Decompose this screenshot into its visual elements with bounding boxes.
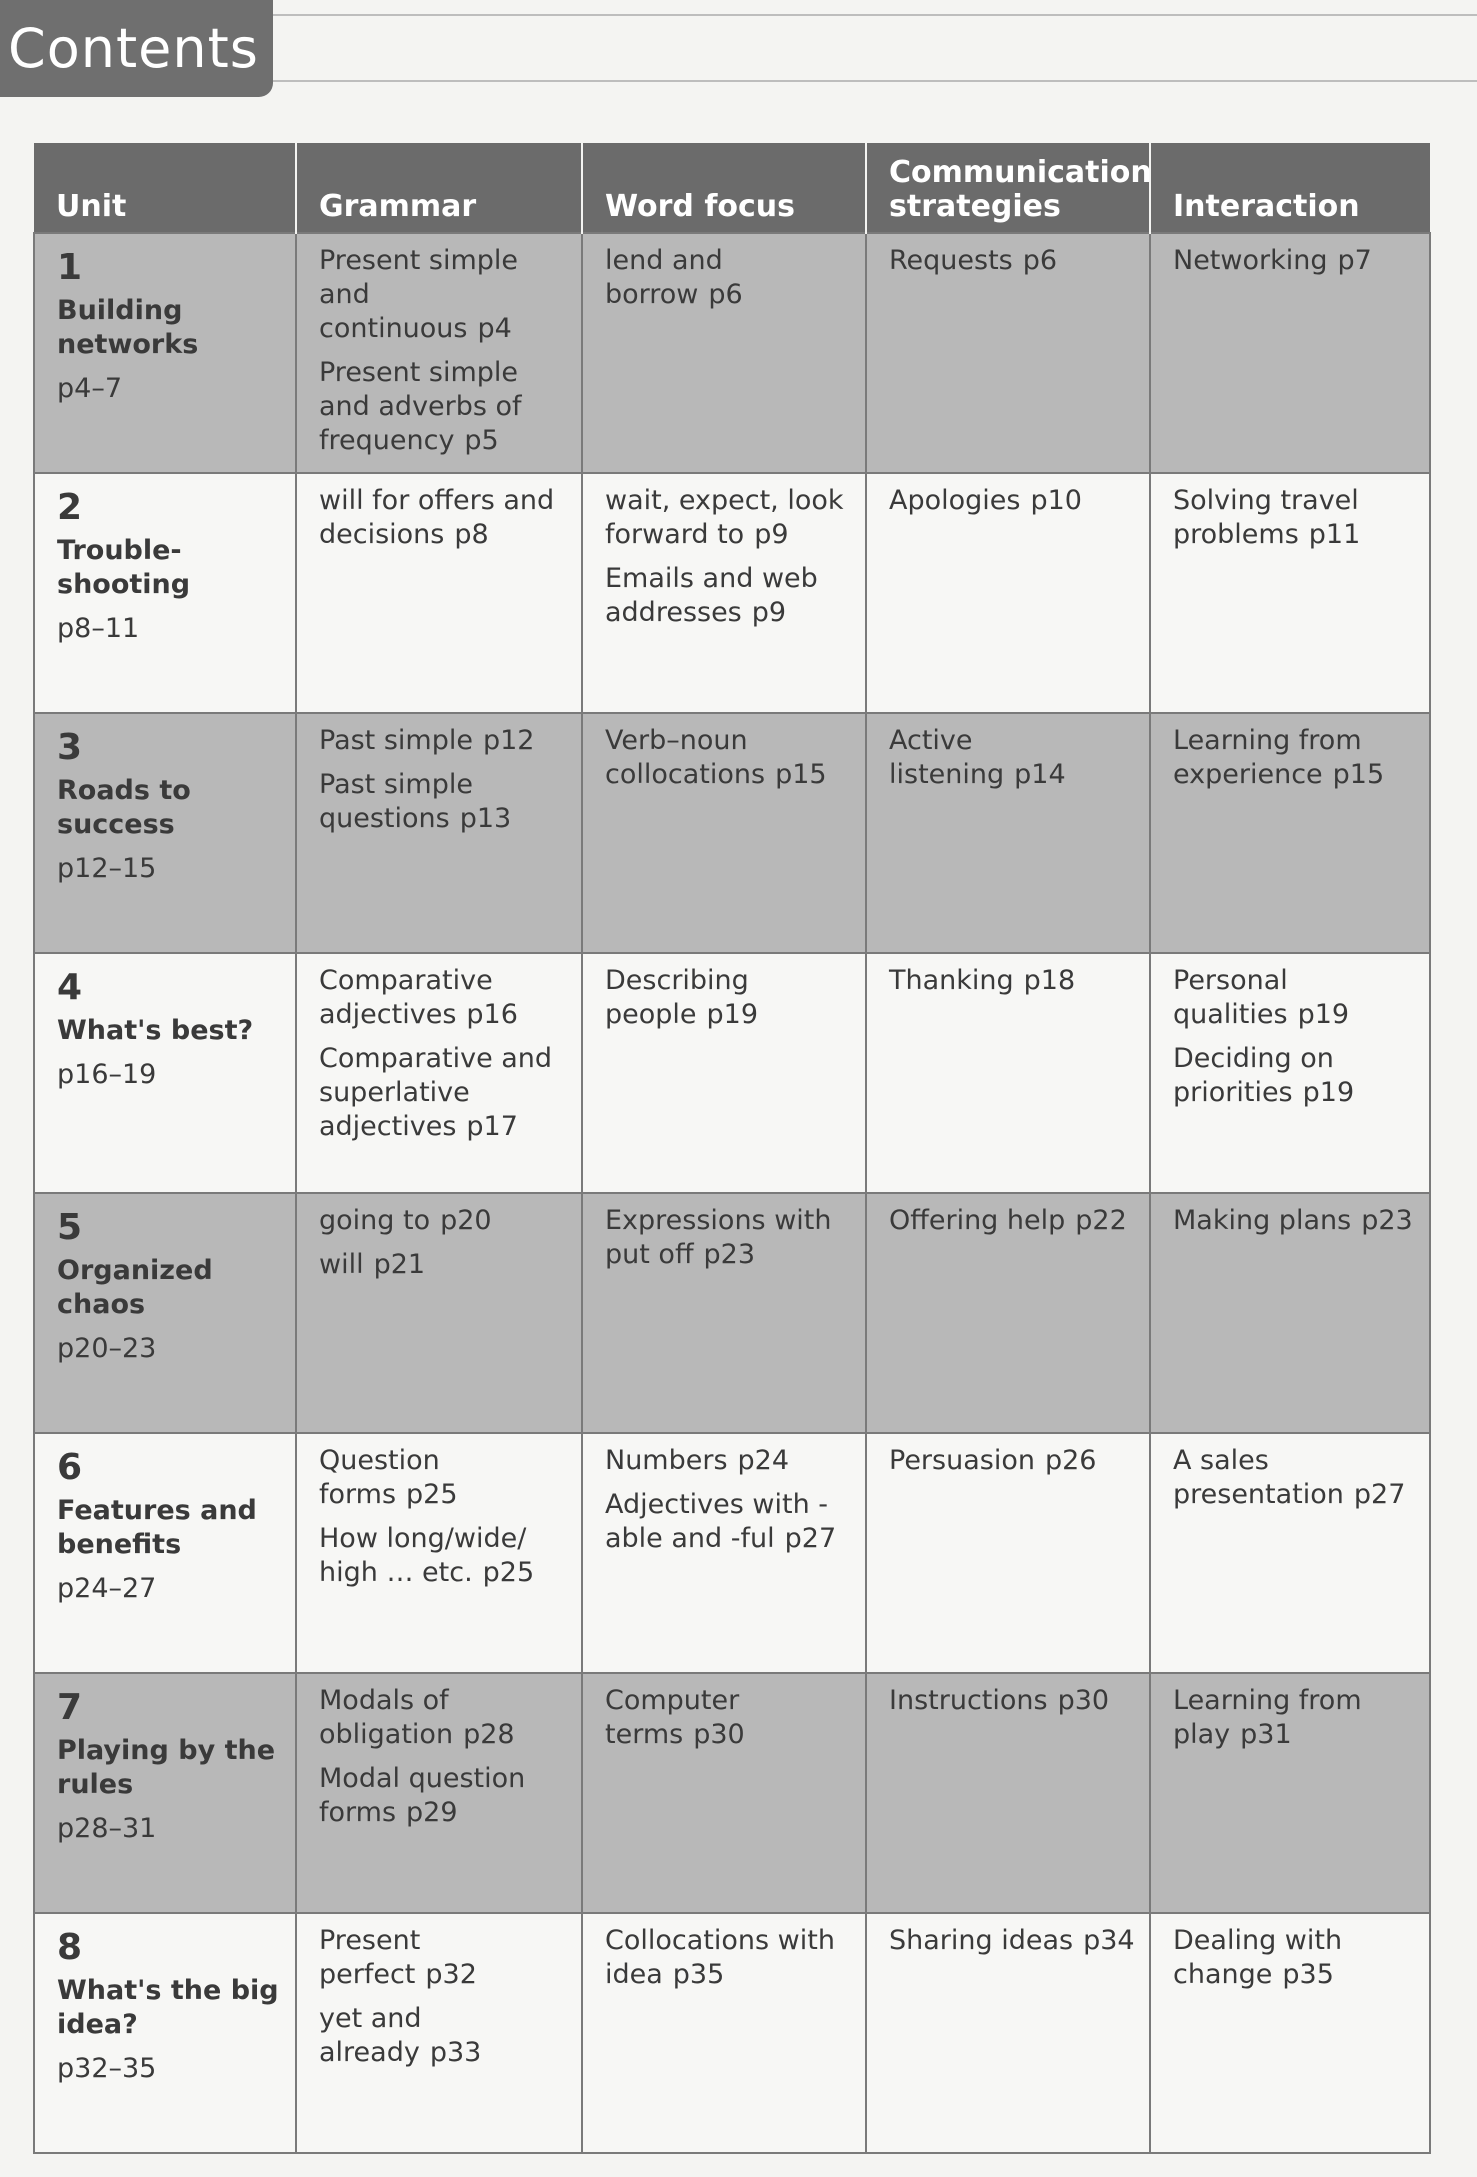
unit-number: 6 <box>57 1447 83 1488</box>
item-page: p25 <box>406 1479 458 1510</box>
word-focus-item <box>605 244 851 312</box>
communication-item <box>889 1684 1135 1718</box>
communication-item <box>889 1204 1135 1238</box>
grammar-cell <box>296 1433 582 1673</box>
interaction-item <box>1173 1042 1415 1110</box>
item-page: p5 <box>464 425 499 456</box>
grammar-item <box>319 724 567 758</box>
word-focus-cell <box>582 233 866 473</box>
table-row <box>34 953 1430 1193</box>
item-text: Personal qualities <box>1173 965 1288 1030</box>
item-page: p27 <box>784 1523 837 1554</box>
grammar-item <box>319 244 567 346</box>
table-row <box>34 1433 1430 1673</box>
unit-number: 1 <box>57 247 83 288</box>
unit-cell <box>34 233 296 473</box>
word-focus-cell <box>582 713 866 953</box>
interaction-item <box>1173 964 1415 1032</box>
table-row <box>34 1193 1430 1433</box>
item-page: p29 <box>406 1797 458 1828</box>
item-page: p7 <box>1337 245 1372 276</box>
interaction-item <box>1173 244 1415 278</box>
header-communication: Communication strategies <box>866 143 1150 233</box>
word-focus-item <box>605 562 851 630</box>
item-page: p34 <box>1083 1925 1135 1956</box>
word-focus-item <box>605 484 851 552</box>
grammar-cell <box>296 1193 582 1433</box>
grammar-cell <box>296 713 582 953</box>
word-focus-cell <box>582 473 866 713</box>
item-page: p27 <box>1353 1479 1406 1510</box>
item-page: p25 <box>482 1557 535 1588</box>
grammar-item <box>319 2002 567 2070</box>
word-focus-item <box>605 724 851 792</box>
table-body <box>34 233 1430 2153</box>
communication-item <box>889 244 1135 278</box>
grammar-item <box>319 1762 567 1830</box>
item-page: p30 <box>693 1719 745 1750</box>
table-row <box>34 1913 1430 2153</box>
item-page: p16 <box>466 999 518 1030</box>
unit-number: 7 <box>57 1687 83 1728</box>
item-page: p6 <box>1022 245 1058 276</box>
item-page: p30 <box>1057 1685 1110 1716</box>
interaction-item <box>1173 484 1415 552</box>
unit-pages: p8–11 <box>57 613 140 644</box>
communication-item <box>889 1444 1135 1478</box>
item-page: p35 <box>672 1959 725 1990</box>
communication-cell <box>866 713 1150 953</box>
grammar-item <box>319 1924 567 1992</box>
interaction-cell <box>1150 1433 1430 1673</box>
item-text: Verb–noun collocations <box>605 725 766 790</box>
item-text: Solving travel problems <box>1173 485 1359 550</box>
unit-title: Features and benefits <box>57 1495 257 1560</box>
word-focus-item <box>605 1924 851 1992</box>
unit-number: 3 <box>57 727 83 768</box>
grammar-cell <box>296 953 582 1193</box>
item-page: p19 <box>1302 1077 1355 1108</box>
item-page: p15 <box>775 759 827 790</box>
word-focus-cell <box>582 1193 866 1433</box>
item-text: Comparative and superlative adjectives <box>319 1043 553 1142</box>
word-focus-item <box>605 1204 851 1272</box>
item-page: p9 <box>751 597 787 628</box>
interaction-item <box>1173 1684 1415 1752</box>
grammar-cell <box>296 1673 582 1913</box>
header-grammar: Grammar <box>296 143 582 233</box>
item-text: Present simple and continuous <box>319 245 519 344</box>
unit-title: Trouble-shooting <box>57 535 191 600</box>
unit-pages: p16–19 <box>57 1059 157 1090</box>
unit-title: Organized chaos <box>57 1255 213 1320</box>
grammar-item <box>319 1042 567 1144</box>
item-text: Apologies <box>889 485 1021 516</box>
unit-cell <box>34 1433 296 1673</box>
item-text: Present perfect <box>319 1925 421 1990</box>
communication-cell <box>866 1433 1150 1673</box>
header-row <box>34 143 1430 233</box>
item-text: Present simple and adverbs of frequency <box>319 357 522 456</box>
item-page: p10 <box>1030 485 1082 516</box>
word-focus-item <box>605 1444 851 1478</box>
unit-title: Building networks <box>57 295 199 360</box>
item-page: p21 <box>373 1249 426 1280</box>
item-text: Persuasion <box>889 1445 1035 1476</box>
item-text: Numbers <box>605 1445 728 1476</box>
communication-item <box>889 964 1135 998</box>
item-text: yet and already <box>319 2003 422 2068</box>
grammar-item <box>319 1204 567 1238</box>
grammar-item <box>319 484 567 552</box>
item-text: Describing people <box>605 965 749 1030</box>
item-page: p8 <box>454 519 489 550</box>
item-text: going to <box>319 1205 431 1236</box>
communication-item <box>889 724 1135 792</box>
grammar-item <box>319 768 567 836</box>
item-text: Collocations with idea <box>605 1925 835 1990</box>
item-page: p17 <box>466 1111 518 1142</box>
item-text: Sharing ideas <box>889 1925 1074 1956</box>
communication-cell <box>866 1193 1150 1433</box>
item-page: p22 <box>1075 1205 1127 1236</box>
item-text: Instructions <box>889 1685 1048 1716</box>
item-page: p9 <box>754 519 789 550</box>
communication-cell <box>866 233 1150 473</box>
item-text: will for offers and decisions <box>319 485 555 550</box>
item-page: p14 <box>1014 759 1066 790</box>
item-text: Adjectives with -able and -ful <box>605 1489 829 1554</box>
item-text: wait, expect, look forward to <box>605 485 844 550</box>
item-page: p6 <box>708 279 743 310</box>
word-focus-cell <box>582 1913 866 2153</box>
grammar-cell <box>296 1913 582 2153</box>
interaction-cell <box>1150 473 1430 713</box>
item-text: will <box>319 1249 364 1280</box>
communication-cell <box>866 473 1150 713</box>
unit-cell <box>34 1913 296 2153</box>
interaction-item <box>1173 724 1415 792</box>
unit-pages: p32–35 <box>57 2053 157 2084</box>
unit-cell <box>34 473 296 713</box>
unit-cell <box>34 1193 296 1433</box>
interaction-cell <box>1150 953 1430 1193</box>
item-text: Thanking <box>889 965 1014 996</box>
item-text: Learning from play <box>1173 1685 1362 1750</box>
item-page: p19 <box>706 999 759 1030</box>
item-text: Learning from experience <box>1173 725 1362 790</box>
unit-number: 4 <box>57 967 83 1008</box>
item-text: Active listening <box>889 725 1005 790</box>
item-page: p28 <box>463 1719 515 1750</box>
item-page: p24 <box>737 1445 790 1476</box>
item-page: p20 <box>440 1205 492 1236</box>
unit-pages: p24–27 <box>57 1573 157 1604</box>
table-row <box>34 473 1430 713</box>
word-focus-item <box>605 964 851 1032</box>
item-text: Deciding on priorities <box>1173 1043 1334 1108</box>
item-text: Making plans <box>1173 1205 1352 1236</box>
item-text: Comparative adjectives <box>319 965 493 1030</box>
communication-cell <box>866 1913 1150 2153</box>
header-unit: Unit <box>34 143 296 233</box>
unit-title: What's the big idea? <box>57 1975 279 2040</box>
word-focus-cell <box>582 1433 866 1673</box>
item-text: Question forms <box>319 1445 440 1510</box>
item-page: p26 <box>1044 1445 1097 1476</box>
item-text: Requests <box>889 245 1013 276</box>
item-text: Past simple <box>319 725 473 756</box>
unit-number: 8 <box>57 1927 83 1968</box>
item-text: Networking <box>1173 245 1328 276</box>
item-page: p15 <box>1332 759 1385 790</box>
interaction-cell <box>1150 1673 1430 1913</box>
item-text: A sales presentation <box>1173 1445 1344 1510</box>
unit-pages: p20–23 <box>57 1333 157 1364</box>
unit-pages: p28–31 <box>57 1813 157 1844</box>
header-rule-bottom <box>270 80 1477 82</box>
word-focus-item <box>605 1684 851 1752</box>
grammar-item <box>319 356 567 458</box>
unit-number: 5 <box>57 1207 83 1248</box>
item-text: Past simple questions <box>319 769 473 834</box>
grammar-item <box>319 964 567 1032</box>
item-page: p32 <box>425 1959 477 1990</box>
grammar-item <box>319 1248 567 1282</box>
item-page: p19 <box>1297 999 1350 1030</box>
unit-title: What's best? <box>57 1015 254 1046</box>
interaction-item <box>1173 1444 1415 1512</box>
word-focus-cell <box>582 953 866 1193</box>
item-page: p35 <box>1282 1959 1334 1990</box>
word-focus-cell <box>582 1673 866 1913</box>
item-text: Computer terms <box>605 1685 740 1750</box>
header-word-focus: Word focus <box>582 143 866 233</box>
interaction-item <box>1173 1204 1415 1238</box>
contents-table <box>33 143 1431 2154</box>
item-text: Modal question forms <box>319 1763 526 1828</box>
unit-number: 2 <box>57 487 83 528</box>
item-text: lend and borrow <box>605 245 723 310</box>
grammar-cell <box>296 233 582 473</box>
table-row <box>34 1673 1430 1913</box>
unit-pages: p4–7 <box>57 373 122 404</box>
item-page: p33 <box>429 2037 482 2068</box>
item-page: p23 <box>1361 1205 1413 1236</box>
grammar-item <box>319 1522 567 1590</box>
grammar-item <box>319 1444 567 1512</box>
unit-pages: p12–15 <box>57 853 157 884</box>
table-row <box>34 713 1430 953</box>
grammar-cell <box>296 473 582 713</box>
communication-item <box>889 484 1135 518</box>
item-page: p23 <box>703 1239 756 1270</box>
interaction-cell <box>1150 713 1430 953</box>
item-text: How long/wide/ high … etc. <box>319 1523 527 1588</box>
item-page: p4 <box>477 313 512 344</box>
unit-title: Playing by the rules <box>57 1735 276 1800</box>
item-page: p11 <box>1308 519 1361 550</box>
unit-cell <box>34 713 296 953</box>
item-page: p18 <box>1023 965 1076 996</box>
header-rule-top <box>270 14 1477 16</box>
page-title: Contents <box>0 0 273 97</box>
item-page: p12 <box>482 725 535 756</box>
item-text: Dealing with change <box>1173 1925 1343 1990</box>
unit-title: Roads to success <box>57 775 191 840</box>
header-interaction: Interaction <box>1150 143 1430 233</box>
interaction-cell <box>1150 233 1430 473</box>
word-focus-item <box>605 1488 851 1556</box>
interaction-cell <box>1150 1913 1430 2153</box>
table-row <box>34 233 1430 473</box>
grammar-item <box>319 1684 567 1752</box>
communication-item <box>889 1924 1135 1958</box>
item-page: p13 <box>459 803 512 834</box>
communication-cell <box>866 953 1150 1193</box>
unit-cell <box>34 953 296 1193</box>
item-text: Offering help <box>889 1205 1066 1236</box>
item-text: Emails and web addresses <box>605 563 818 628</box>
item-page: p31 <box>1240 1719 1292 1750</box>
interaction-cell <box>1150 1193 1430 1433</box>
communication-cell <box>866 1673 1150 1913</box>
item-text: Expressions with put off <box>605 1205 832 1270</box>
item-text: Modals of obligation <box>319 1685 454 1750</box>
unit-cell <box>34 1673 296 1913</box>
interaction-item <box>1173 1924 1415 1992</box>
